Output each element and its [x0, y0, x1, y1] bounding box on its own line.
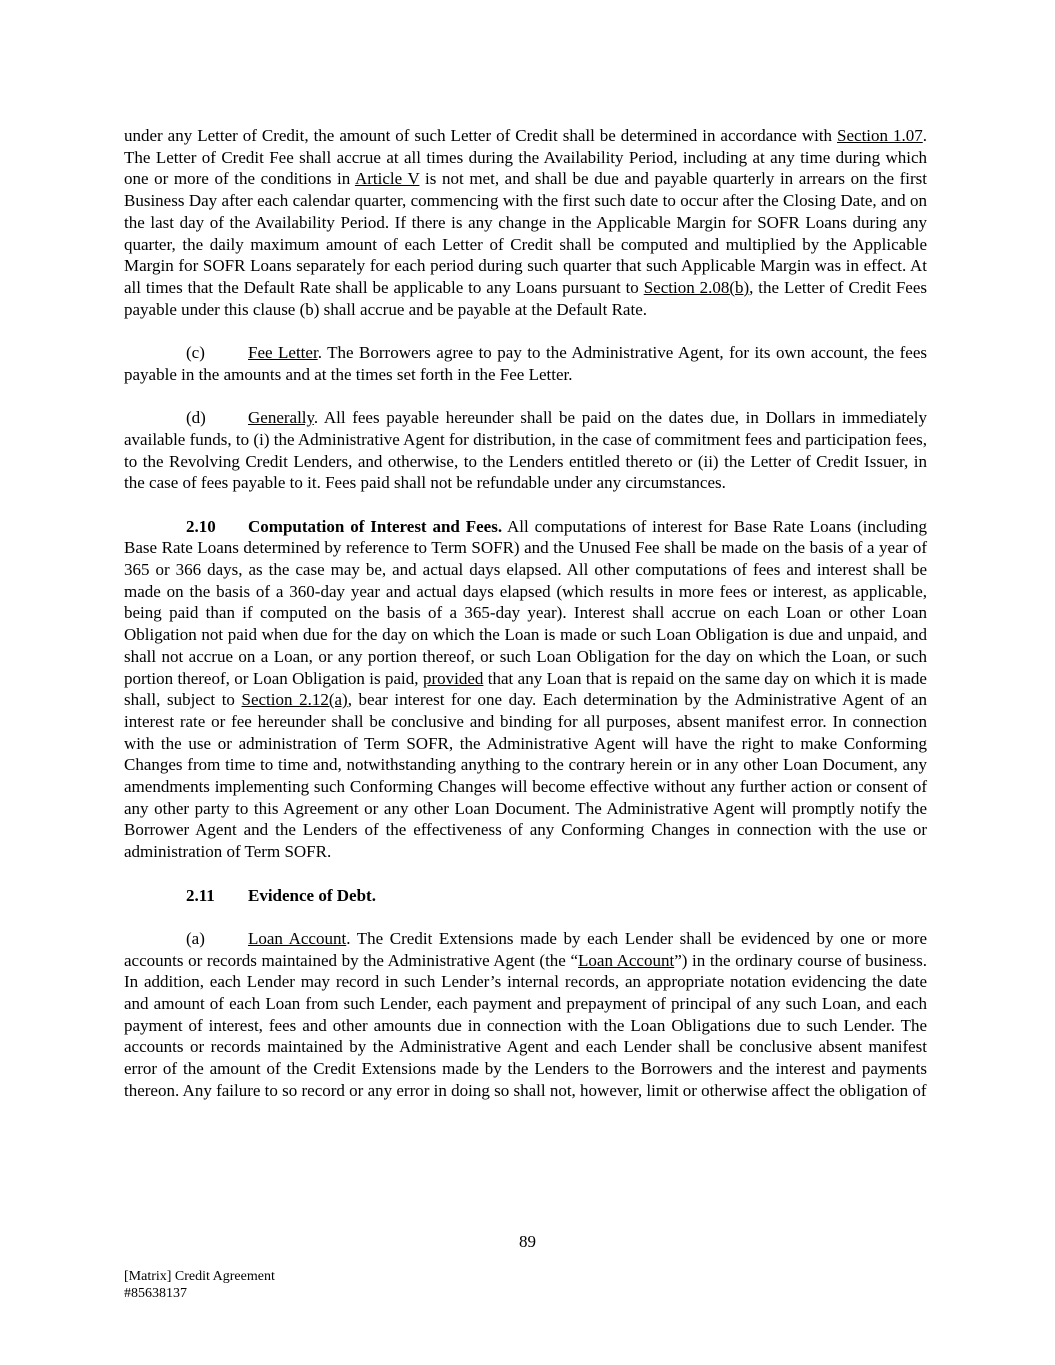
section-reference: Section 1.07: [837, 126, 923, 145]
text-run: . The Credit Extensions made by each Lender shall be evidenced by one or more accounts or records maintained by the Administrative Agent (the “: [124, 928, 927, 970]
section-heading: Computation of Interest and Fees.: [248, 516, 503, 536]
clause-marker: (d): [186, 408, 206, 428]
text-run: . The Borrowers agree to pay to the Administrative Agent, for its own account, the fees payable in the amounts and at the times set forth in the Fee Letter.: [124, 343, 927, 384]
section-heading: Evidence of Debt.: [248, 885, 376, 905]
section-reference: Section 2.12(a): [241, 690, 348, 710]
footer-document-id: #85638137: [124, 1286, 187, 1301]
clause-marker: (c): [186, 343, 205, 363]
text-run: that any Loan that is repaid on the same day on which it is made shall, subject to: [124, 668, 927, 710]
provided-term: provided: [422, 668, 484, 688]
text-run: ”) in the ordinary course of business. In addition, each Lender may record in such Lender’s internal records, an appropriate notation evidencing the date and amount of each Loan from such Lender, each payment and prepayment of principal of any such Loan, and each payment of interest, fees and other amounts due in connection with the Loan Obligations due to such Lender. The accounts or records maintained by the Administrative Agent and each Lender shall be conclusive absent manifest error of the amount of the Credit Extensions made by the Lenders to the Borrowers and the interest and payments thereon. Any failure to so record or any error in doing so shall not, however, limit or otherwise affect the obligation of: [124, 950, 927, 1100]
text-run: All computations of interest for Base Rate Loans (including Base Rate Loans determined by reference to Term SOFR) and the Unused Fee shall be made on the basis of a year of 365 or 366 days, as the case may be, and actual days elapsed. All other computations of fees and interest shall be made on the basis of a 360-day year and actual days elapsed (which results in more fees or interest, as applicable, being paid than if computed on the basis of a 365-day year). Interest shall accrue on each Loan or other Loan Obligation not paid when due for the day on which the Loan is made or such Loan Obligation is due and unpaid, and shall not accrue on a Loan, or any portion thereof, or such Loan Obligation for the day on which the Loan, or such portion thereof, or Loan Obligation is paid,: [124, 516, 927, 688]
text-run: . All fees payable hereunder shall be paid on the dates due, in Dollars in immediately available funds, to (i) the Administrative Agent for distribution, in the case of commitment fees and participation fees, to the Revolving Credit Lenders, and otherwise, to the Lenders entitled thereto or (ii) the Letter of Credit Issuer, in the case of fees payable to it. Fees paid shall not be refundable under any circumstances.: [124, 408, 927, 493]
paragraph-letter-of-credit-fee-continuation: [124, 125, 927, 320]
article-reference: Article V: [354, 169, 420, 189]
text-run: is not met, and shall be due and payable quarterly in arrears on the first Business Day after each calendar quarter, commencing with the first such date to occur after the Closing Date, and on the last day of the Availability Period. If there is any change in the Applicable Margin for SOFR Loans during any quarter, the daily maximum amount of each Letter of Credit shall be computed and multiplied by the Applicable Margin for SOFR Loans separately for each period during such quarter that such Applicable Margin was in effect. At all times that the Default Rate shall be applicable to any Loans pursuant to: [124, 169, 927, 297]
clause-heading: Fee Letter: [248, 343, 318, 363]
paragraph-generally: [124, 407, 927, 494]
text-run: . The Letter of Credit Fee shall accrue at all times during the Availability Period, including at any time during which one or more of the conditions in: [124, 126, 927, 189]
section-number: 2.10: [186, 516, 216, 536]
document-footer: [124, 1268, 275, 1302]
paragraph-loan-account: [124, 928, 927, 1102]
clause-marker: (a): [186, 928, 205, 948]
paragraph-section-2-10: [124, 516, 927, 863]
section-reference: Section 2.08(b): [643, 277, 750, 297]
document-body: [124, 125, 927, 1123]
text-run: , the Letter of Credit Fees payable under this clause (b) shall accrue and be payable at the Default Rate.: [124, 277, 927, 319]
defined-term: Loan Account: [578, 950, 675, 970]
page-number: 89: [519, 1232, 536, 1251]
clause-heading: Loan Account: [248, 928, 347, 948]
text-run: under any Letter of Credit, the amount of such Letter of Credit shall be determined in accordance with: [124, 126, 838, 145]
paragraph-fee-letter: [124, 342, 927, 385]
clause-heading: Generally: [248, 408, 314, 428]
footer-document-title: [Matrix] Credit Agreement: [124, 1269, 275, 1284]
text-run: , bear interest for one day. Each determination by the Administrative Agent of an interest rate or fee hereunder shall be conclusive and binding for all purposes, absent manifest error. In connection with the use or administration of Term SOFR, the Administrative Agent will have the right to make Conforming Changes from time to time and, notwithstanding anything to the contrary herein or in any other Loan Document, any amendments implementing such Conforming Changes will become effective without any further action or consent of any other party to this Agreement or any other Loan Document. The Administrative Agent will promptly notify the Borrower Agent and the Lenders of the effectiveness of any Conforming Changes in connection with the use or administration of Term SOFR.: [124, 690, 928, 862]
paragraph-section-2-11-heading: [124, 885, 927, 907]
section-number: 2.11: [186, 885, 215, 905]
